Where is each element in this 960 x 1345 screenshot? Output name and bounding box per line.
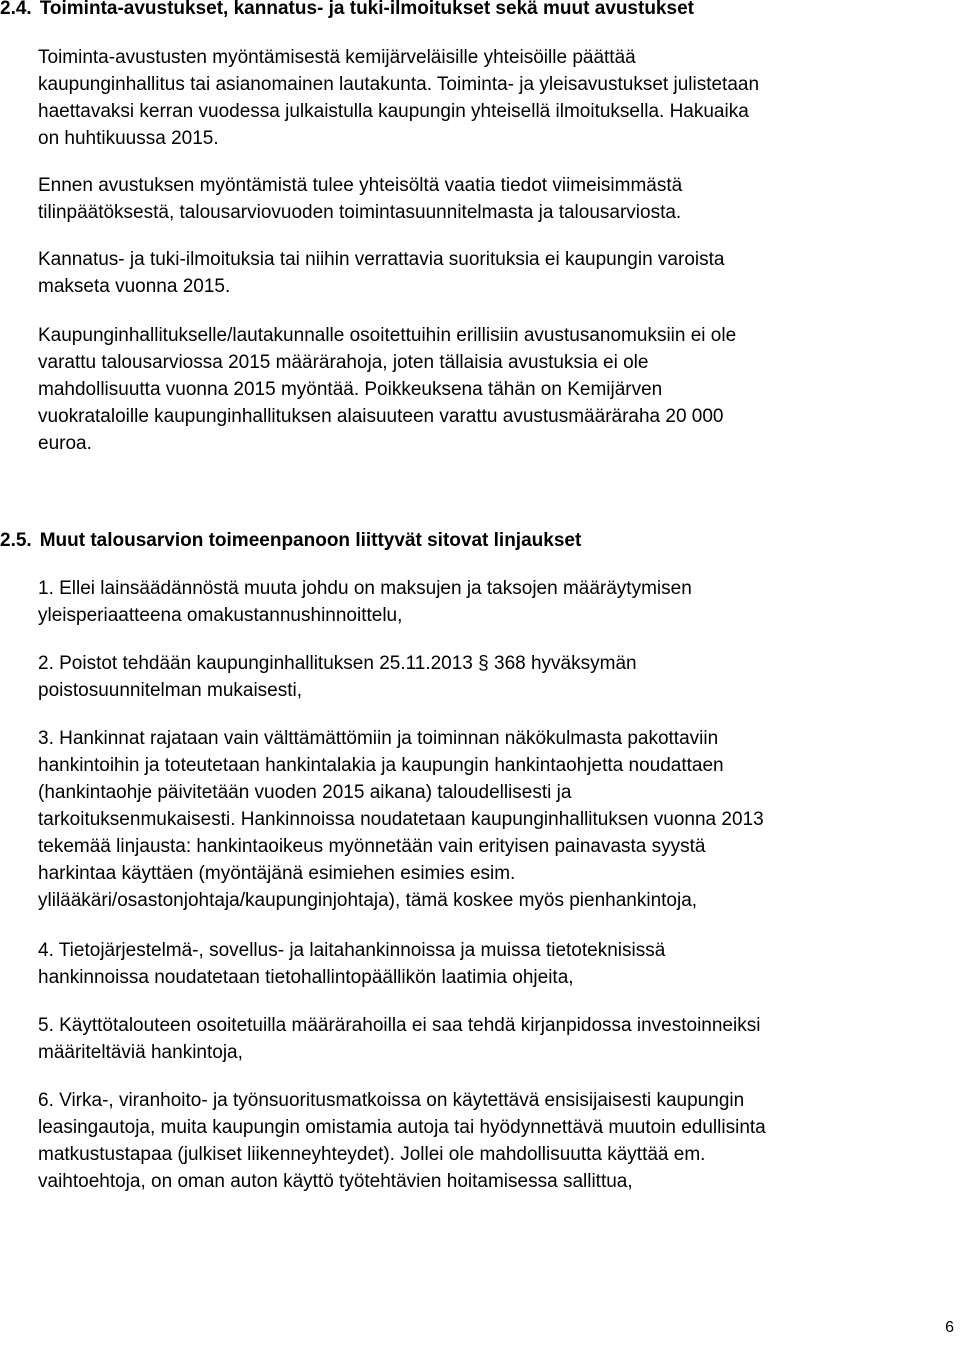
text-line: varattu talousarviossa 2015 määrärahoja, joten tällaisia avustuksia ei ole: [38, 352, 649, 373]
text-line: poistosuunnitelman mukaisesti,: [38, 680, 303, 701]
text-line: Kannatus- ja tuki-ilmoituksia tai niihin verrattavia suorituksia ei kaupungin varoista: [38, 249, 725, 270]
text-line: hankinnoissa noudatetaan tietohallintopäällikön laatimia ohjeita,: [38, 967, 574, 988]
section-heading-2-5: [0, 528, 581, 554]
text-line: makseta vuonna 2015.: [38, 276, 231, 297]
text-line: vuokrataloille kaupunginhallituksen alaisuuteen varattu avustusmääräraha 20 000: [38, 406, 724, 427]
text-line: on huhtikuussa 2015.: [38, 128, 219, 149]
text-line: 6. Virka-, viranhoito- ja työnsuoritusmatkoissa on käytettävä ensisijaisesti kaupungin: [38, 1090, 745, 1111]
list-item-6: [38, 1087, 938, 1195]
text-line: kaupunginhallitus tai asianomainen lautakunta. Toiminta- ja yleisavustukset julistetaan: [38, 74, 760, 95]
paragraph-1: [38, 44, 938, 152]
text-line: Kaupunginhallitukselle/lautakunnalle osoitettuihin erillisiin avustusanomuksiin ei ole: [38, 325, 737, 346]
text-line: (hankintaohje päivitetään vuoden 2015 aikana) taloudellisesti ja: [38, 782, 572, 803]
paragraph-3: [38, 246, 938, 300]
text-line: Ennen avustuksen myöntämistä tulee yhteisöltä vaatia tiedot viimeisimmästä: [38, 175, 683, 196]
text-line: määriteltäviä hankintoja,: [38, 1042, 243, 1063]
text-line: 1. Ellei lainsäädännöstä muuta johdu on maksujen ja taksojen määräytymisen: [38, 578, 692, 599]
paragraph-2: [38, 172, 938, 226]
text-line: Toiminta-avustusten myöntämisestä kemijärveläisille yhteisöille päättää: [38, 47, 636, 68]
list-item-3: [38, 725, 938, 914]
section-title: Muut talousarvion toimeenpanoon liittyvät sitovat linjaukset: [39, 530, 582, 551]
text-line: yleisperiaatteena omakustannushinnoittelu,: [38, 605, 403, 626]
text-line: ylilääkäri/osastonjohtaja/kaupunginjohtaja), tämä koskee myös pienhankintoja,: [38, 890, 698, 911]
text-line: tilinpäätöksestä, talousarviovuoden toimintasuunnitelmasta ja talousarviosta.: [38, 202, 682, 223]
text-line: leasingautoja, muita kaupungin omistamia autoja tai hyödynnettävä muutoin edullisinta: [38, 1117, 766, 1138]
text-line: matkustustapaa (julkiset liikenneyhteydet). Jollei ole mahdollisuutta käyttää em.: [38, 1144, 706, 1165]
paragraph-4: [38, 322, 938, 457]
section-title: Toiminta-avustukset, kannatus- ja tuki-ilmoitukset sekä muut avustukset: [39, 0, 694, 19]
text-line: 4. Tietojärjestelmä-, sovellus- ja laitahankinnoissa ja muissa tietoteknisissä: [38, 940, 666, 961]
text-line: harkintaa käyttäen (myöntäjänä esimiehen esimies esim.: [38, 863, 516, 884]
text-line: vaihtoehtoja, on oman auton käyttö työtehtävien hoitamisessa sallittua,: [38, 1171, 633, 1192]
text-line: mahdollisuutta vuonna 2015 myöntää. Poikkeuksena tähän on Kemijärven: [38, 379, 663, 400]
list-item-2: [38, 650, 938, 704]
text-line: 5. Käyttötalouteen osoitetuilla määrärahoilla ei saa tehdä kirjanpidossa investoinneiksi: [38, 1015, 761, 1036]
page-number: 6: [945, 1319, 954, 1336]
text-line: tarkoituksenmukaisesti. Hankinnoissa noudatetaan kaupunginhallituksen vuonna 2013: [38, 809, 764, 830]
list-item-5: [38, 1012, 938, 1066]
text-line: euroa.: [38, 433, 92, 454]
list-item-4: [38, 937, 938, 991]
text-line: 3. Hankinnat rajataan vain välttämättömiin ja toiminnan näkökulmasta pakottaviin: [38, 728, 719, 749]
text-line: 2. Poistot tehdään kaupunginhallituksen 25.11.2013 § 368 hyväksymän: [38, 653, 637, 674]
section-number: 2.5.: [0, 530, 32, 551]
text-line: tekemää linjausta: hankintaoikeus myönnetään vain erityisen painavasta syystä: [38, 836, 706, 857]
section-number: 2.4.: [0, 0, 32, 19]
section-heading-2-4: [0, 0, 694, 22]
list-item-1: [38, 575, 938, 629]
text-line: haettavaksi kerran vuodessa julkaistulla kaupungin yhteisellä ilmoituksella. Hakuaika: [38, 101, 749, 122]
text-line: hankintoihin ja toteutetaan hankintalakia ja kaupungin hankintaohjetta noudattaen: [38, 755, 724, 776]
